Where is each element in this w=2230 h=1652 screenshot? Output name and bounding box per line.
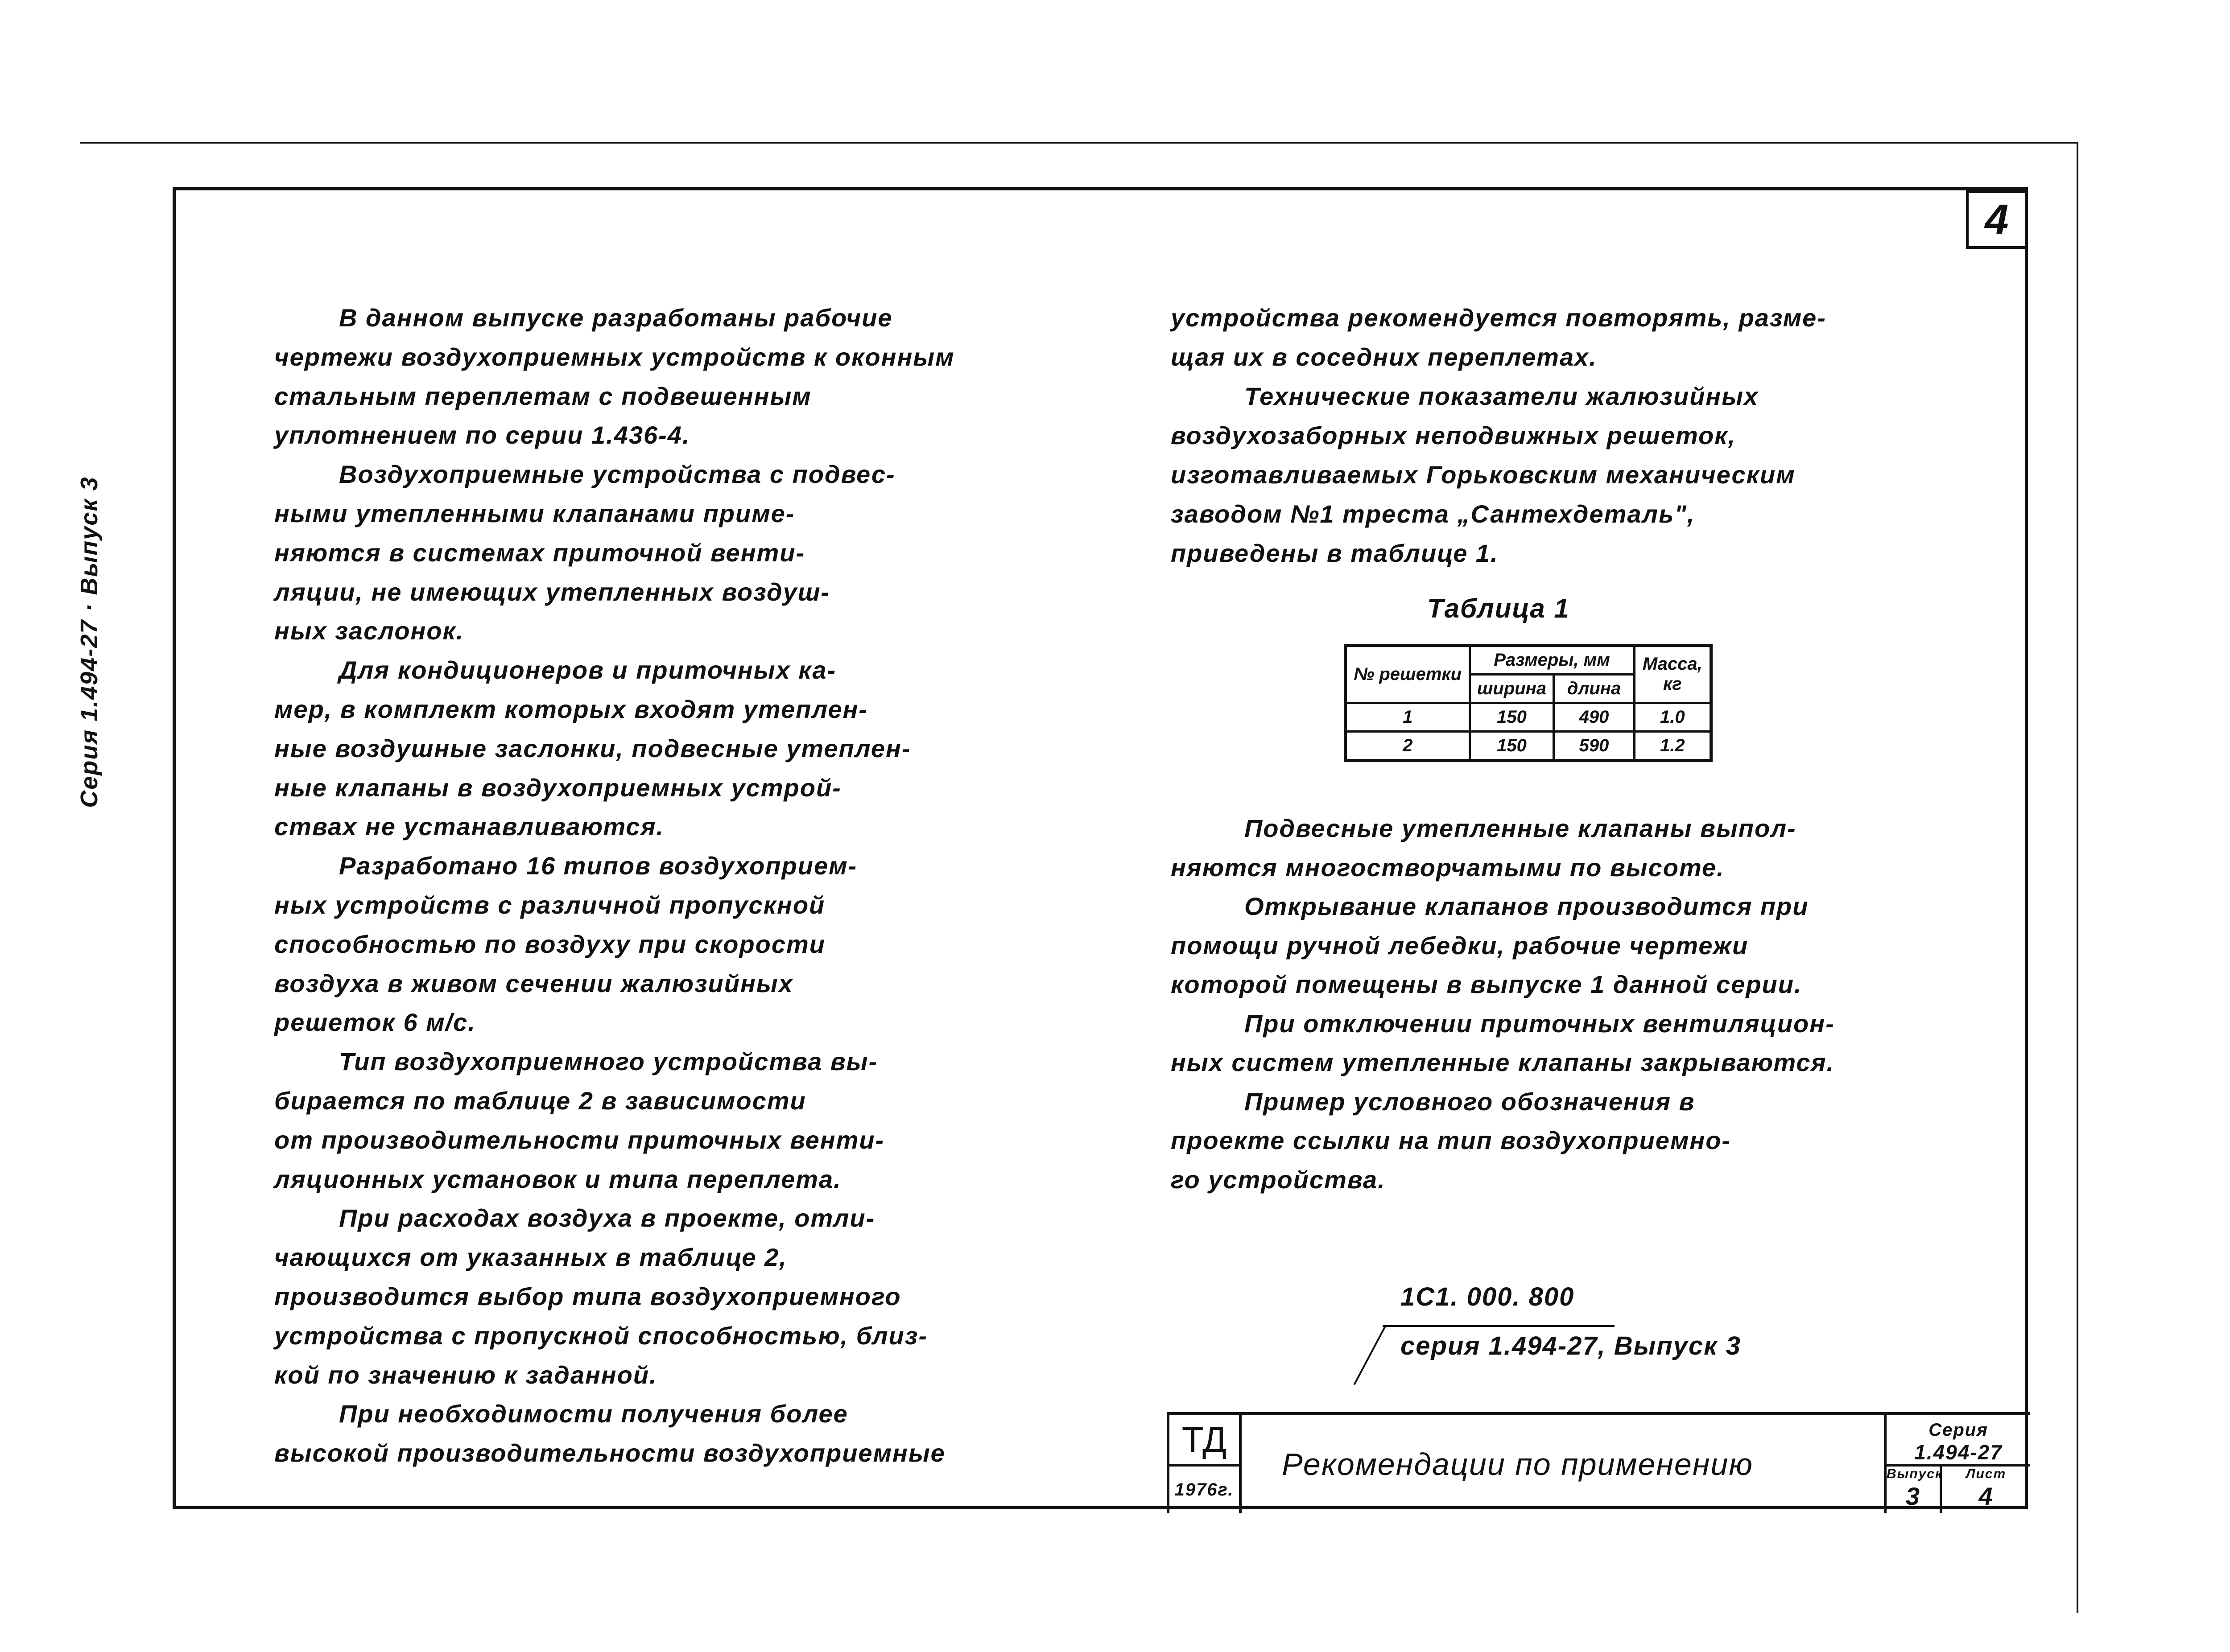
cell: 1.2 — [1634, 731, 1711, 760]
text-line: ных заслонок. — [274, 617, 464, 645]
outer-right-border — [2077, 142, 2078, 1613]
page-number: 4 — [1966, 190, 2028, 249]
text-line: щая их в соседних переплетах. — [1171, 343, 1597, 371]
cell: 1 — [1346, 703, 1470, 731]
series-cell — [1884, 1415, 2030, 1467]
header-length: длина — [1554, 675, 1634, 703]
title-cell — [1242, 1415, 1884, 1513]
series-value: 1.494-27 — [1914, 1441, 2003, 1464]
header-width: ширина — [1470, 675, 1554, 703]
table-row — [1346, 703, 1711, 731]
text-line: Для кондиционеров и приточных ка- — [339, 656, 837, 684]
text-line: ных устройств с различной пропускной — [274, 891, 826, 919]
text-line: При необходимости получения более — [339, 1400, 848, 1428]
text-line: Пример условного обозначения в — [1244, 1087, 1695, 1116]
cell: 2 — [1346, 731, 1470, 760]
sheet-cell — [1942, 1467, 2030, 1513]
text-line: решеток 6 м/с. — [274, 1008, 476, 1037]
org-cell — [1167, 1415, 1242, 1467]
sheet-label: Лист — [1966, 1467, 2007, 1481]
issue-label: Выпуск — [1887, 1467, 1943, 1481]
text-line: воздуха в живом сечении жалюзийных — [274, 969, 793, 997]
cell: 150 — [1470, 703, 1554, 731]
text-line: ствах не устанавливаются. — [274, 812, 665, 841]
text-line: Тип воздухоприемного устройства вы- — [339, 1047, 878, 1076]
cell: 150 — [1470, 731, 1554, 760]
text-line: В данном выпуске разработаны рабочие — [339, 304, 893, 332]
text-line: способностью по воздуху при скорости — [274, 930, 826, 958]
designation-leader-line — [1383, 1325, 1615, 1327]
cell: 590 — [1554, 731, 1634, 760]
text-line: высокой производительности воздухоприемные — [274, 1439, 946, 1467]
title-block — [1167, 1412, 2030, 1513]
text-line: Разработано 16 типов воздухоприем- — [339, 852, 858, 880]
text-line: мер, в комплект которых входят утеплен- — [274, 695, 868, 723]
text-line: ных систем утепленные клапаны закрываются. — [1171, 1048, 1835, 1076]
table-row — [1346, 731, 1711, 760]
designation-series: серия 1.494-27, Выпуск 3 — [1400, 1331, 1741, 1360]
text-line: производится выбор типа воздухоприемного — [274, 1282, 901, 1310]
text-line: ными утепленными клапанами приме- — [274, 499, 795, 527]
sheet-title: Рекомендации по применению — [1282, 1447, 1753, 1482]
cell: 1.0 — [1634, 703, 1711, 731]
text-line: кой по значению к заданной. — [274, 1360, 657, 1389]
outer-top-border — [80, 142, 2078, 144]
text-line: чающихся от указанных в таблице 2, — [274, 1243, 787, 1272]
table-1 — [1344, 644, 1713, 762]
text-line: няются в системах приточной венти- — [274, 538, 805, 567]
text-line: ные клапаны в воздухоприемных устрой- — [274, 773, 842, 802]
org-label: ТД — [1181, 1420, 1227, 1459]
text-line: При отключении приточных вентиляцион- — [1244, 1009, 1835, 1038]
text-line: от производительности приточных венти- — [274, 1125, 885, 1154]
header-num: № решетки — [1346, 646, 1470, 703]
text-line: устройства рекомендуется повторять, разме- — [1171, 304, 1826, 332]
text-line: стальным переплетам с подвешенным — [274, 382, 812, 410]
designation-code: 1С1. 000. 800 — [1400, 1282, 1575, 1311]
text-line: приведены в таблице 1. — [1171, 539, 1499, 567]
text-line: ные воздушные заслонки, подвесные утеплен- — [274, 734, 911, 762]
header-sizes: Размеры, мм — [1470, 646, 1634, 675]
text-line: уплотнением по серии 1.436-4. — [274, 421, 690, 449]
text-line: которой помещены в выпуске 1 данной серии. — [1171, 970, 1802, 998]
text-line: помощи ручной лебедки, рабочие чертежи — [1171, 931, 1749, 960]
text-line: При расходах воздуха в проекте, отли- — [339, 1204, 875, 1232]
text-line: го устройства. — [1171, 1165, 1386, 1194]
text-line: устройства с пропускной способностью, близ- — [274, 1321, 928, 1350]
issue-value: 3 — [1905, 1482, 1921, 1510]
margin-series-label: Серия 1.494-27 · Выпуск 3 — [76, 476, 103, 808]
text-line: заводом №1 треста „Сантехдеталь", — [1171, 500, 1695, 528]
text-line: няются многостворчатыми по высоте. — [1171, 853, 1725, 882]
text-line: ляционных установок и типа переплета. — [274, 1165, 842, 1193]
text-line: проекте ссылки на тип воздухоприемно- — [1171, 1126, 1731, 1154]
sheet-value: 4 — [1978, 1482, 1994, 1510]
text-line: чертежи воздухоприемных устройств к оконным — [274, 342, 955, 371]
text-line: Технические показатели жалюзийных — [1244, 382, 1759, 410]
series-label: Серия — [1929, 1420, 1988, 1440]
text-line: Подвесные утепленные клапаны выпол- — [1244, 814, 1796, 842]
text-line: Воздухоприемные устройства с подвес- — [339, 460, 896, 489]
cell: 490 — [1554, 703, 1634, 731]
year-label: 1976г. — [1174, 1480, 1234, 1500]
text-line: воздухозаборных неподвижных решеток, — [1171, 421, 1736, 449]
issue-cell — [1884, 1467, 1942, 1513]
text-line: изготавливаемых Горьковским механическим — [1171, 461, 1796, 489]
header-mass: Масса, кг — [1634, 646, 1711, 703]
text-line: ляции, не имеющих утепленных воздуш- — [274, 577, 830, 606]
table-caption: Таблица 1 — [1427, 593, 1570, 623]
text-line: бирается по таблице 2 в зависимости — [274, 1087, 806, 1115]
year-cell — [1167, 1467, 1242, 1513]
text-line: Открывание клапанов производится при — [1244, 892, 1809, 920]
